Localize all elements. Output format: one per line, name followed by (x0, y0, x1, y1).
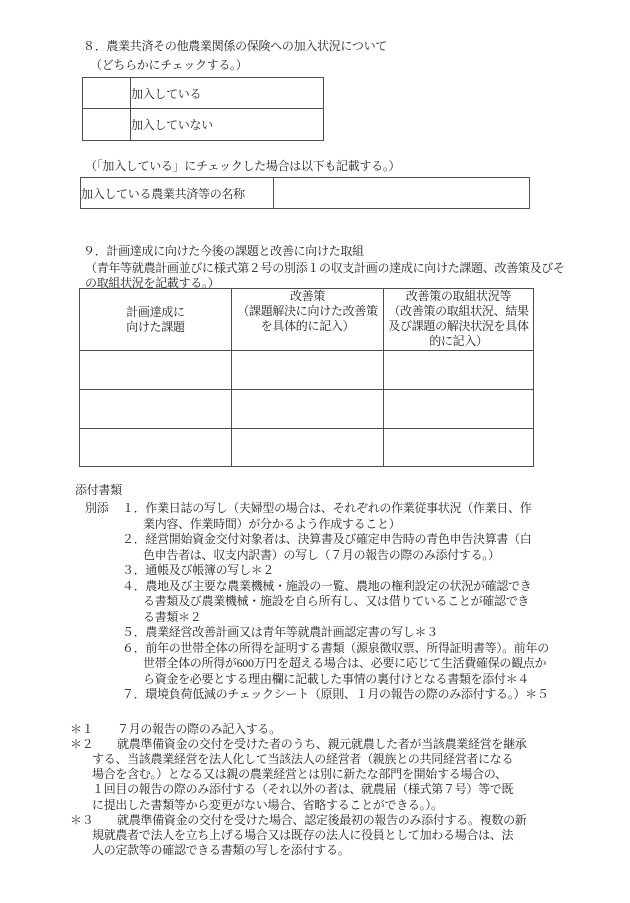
attachment-item-2-line: ２．経営開始資金交付対象者は、決算書及び確定申告時の青色申告決算書（白 (122, 532, 532, 546)
checkbox-cell-enrolled[interactable] (83, 78, 131, 109)
challenge-cell-row1[interactable] (80, 351, 232, 390)
plan-improvement-table (79, 288, 534, 467)
section8-title: ８．農業共済その他農業関係の保険への加入状況について (83, 39, 387, 53)
attachment-item-4-line: る書類及び農業機械・施設を自ら所有し、又は借りていることが確認でき (143, 594, 530, 608)
footnote-3-line: 規就農者で法人を立ち上げる場合又は既存の法人に役員として加わる場合は、法 (92, 828, 514, 842)
footnote-1-marker: ＊１ (70, 722, 94, 736)
improvement-cell-row1[interactable] (232, 351, 384, 390)
checkbox-cell-not-enrolled[interactable] (83, 109, 131, 141)
attachment-item-2-line: 色申告者は、収支内訳書）の写し（７月の報告の際のみ添付する。） (143, 548, 500, 562)
attachment-item-6-line: ら資金を必要とする理由欄に記載した事情の裏付けとなる書類を添付＊４ (143, 672, 530, 686)
section9-subtitle-line: （青年等就農計画並びに様式第２号の別添１の収支計画の達成に向けた課題、改善策及びそ (85, 261, 565, 275)
footnote-3-line: 人の定款等の確認できる書類の写しを添付する。 (92, 843, 350, 857)
footnote-3-line: 就農準備資金の交付を受けた場合、認定後最初の報告のみ添付する。複数の新 (117, 813, 527, 827)
section9-subtitle-line: の取組状況を記載する。） (85, 276, 220, 290)
footnote-2-marker: ＊２ (70, 737, 94, 751)
attachment-item-1-line: １．作業日誌の写し（夫婦型の場合は、それぞれの作業従事状況（作業日、作 (122, 501, 532, 515)
attachments-betten-label: 別添 (85, 501, 109, 515)
footnote-1-line: ７月の報告の際のみ記入する。 (117, 722, 281, 736)
option-label-not-enrolled: 加入していない (131, 109, 324, 141)
section9-title: ９．計画達成に向けた今後の課題と改善に向けた取組 (83, 244, 364, 258)
improvement-cell-row2[interactable] (232, 390, 384, 429)
progress-cell-row1[interactable] (384, 351, 534, 390)
attachment-item-5-line: ５．農業経営改善計画又は青年等就農計画認定書の写し＊３ (122, 625, 438, 639)
col-header-progress: 改善策の取組状況等 （改善策の取組状況、結果 及び課題の解決状況を具体 的に記入） (384, 289, 534, 351)
insurance-name-table (80, 177, 530, 209)
attachment-item-4-line: る書類＊２ (143, 610, 202, 624)
footnote-2-line: 就農準備資金の交付を受けた者のうち、親元就農した者が当該農業経営を継承 (117, 737, 527, 751)
attachments-heading: 添付書類 (75, 483, 122, 497)
attachment-item-6-line: 世帯全体の所得が600万円を超える場合は、必要に応じて生活費確保の観点か (143, 656, 547, 670)
footnote-2-line: に提出した書類等から変更がない場合、省略することができる。）。 (92, 798, 443, 812)
footnote-3-marker: ＊３ (70, 813, 94, 827)
insurance-name-label: 加入している農業共済等の名称 (81, 178, 274, 209)
insurance-status-table (82, 77, 324, 141)
attachment-item-7-line: ７．環境負荷低減のチェックシート（原則、１月の報告の際のみ添付する。）＊５ (122, 687, 549, 701)
improvement-cell-row3[interactable] (232, 429, 384, 467)
section8-subtitle: （どちらかにチェックする。） (90, 58, 248, 72)
progress-cell-row3[interactable] (384, 429, 534, 467)
attachment-item-4-line: ４．農地及び主要な農業機械・施設の一覧、農地の権利設定の状況が確認でき (122, 579, 532, 593)
attachment-item-1-line: 業内容、作業時間）が分かるよう作成すること） (143, 517, 401, 531)
footnote-2-line: 場合を含む。）となる又は親の農業経営とは別に新たな部門を開始する場合の、 (92, 767, 507, 781)
challenge-cell-row3[interactable] (80, 429, 232, 467)
attachment-item-3-line: ３．通帳及び帳簿の写し＊２ (122, 563, 275, 577)
insurance-name-input-cell[interactable] (274, 178, 530, 209)
col-header-improvement: 改善策 （課題解決に向けた改善策 を具体的に記入） (232, 289, 384, 351)
challenge-cell-row2[interactable] (80, 390, 232, 429)
attachment-item-6-line: ６．前年の世帯全体の所得を証明する書類（源泉徴収票、所得証明書等）。前年の (122, 641, 549, 655)
option-label-enrolled: 加入している (131, 78, 324, 109)
footnote-2-line: する、当該農業経営を法人化して当該法人の経営者（親族との共同経営者になる (92, 752, 514, 766)
footnote-2-line: １回目の報告の際のみ添付する（それ以外の者は、就農届（様式第７号）等で既 (92, 782, 514, 796)
section8-conditional-note: （「加入している」にチェックした場合は以下も記載する。） (85, 159, 401, 173)
progress-cell-row2[interactable] (384, 390, 534, 429)
col-header-challenge: 計画達成に 向けた課題 (80, 289, 232, 351)
